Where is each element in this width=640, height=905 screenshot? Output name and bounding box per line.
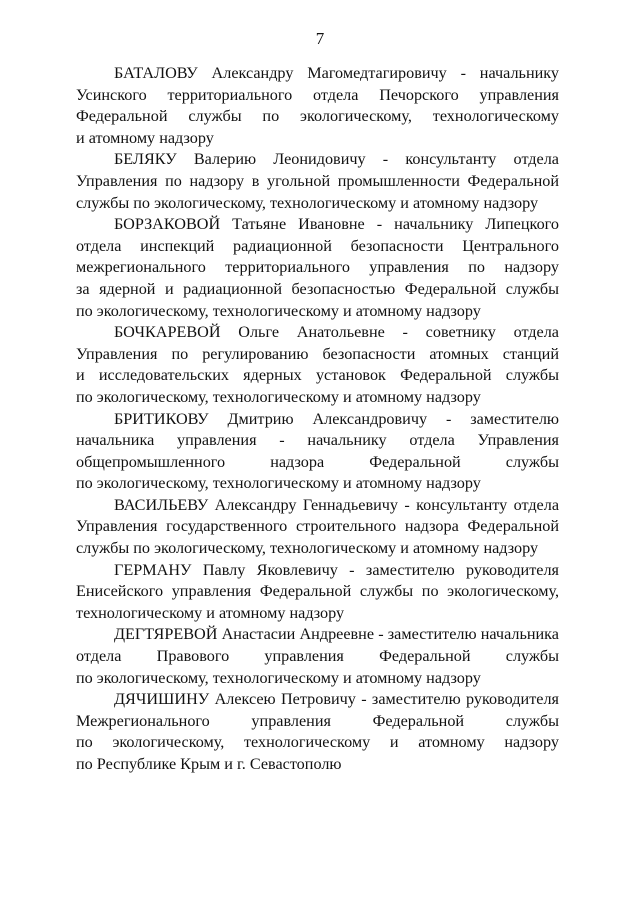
paragraph-line: службы по экологическому, технологическому и атомному надзору: [76, 539, 539, 558]
paragraph-line: ВАСИЛЬЕВУ Александру Геннадьевичу - консультанту отдела: [114, 495, 559, 514]
paragraph-line: Управления по регулированию безопасности атомных станций: [76, 344, 559, 363]
paragraph-line: БРИТИКОВУ Дмитрию Александровичу - заместителю: [114, 409, 559, 428]
paragraph-line: Усинского территориального отдела Печорского управления: [76, 85, 559, 104]
page-number: 7: [315, 29, 325, 48]
paragraph-line: БАТАЛОВУ Александру Магомедтагировичу - начальнику: [114, 64, 559, 82]
paragraph-line: отдела Правового управления Федеральной службы: [76, 647, 559, 666]
paragraph-line: отдела инспекций радиационной безопасности Центрального: [76, 236, 559, 255]
paragraph-7: [76, 560, 559, 625]
paragraph-line: Межрегионального управления Федеральной службы: [76, 711, 559, 730]
paragraph-line: БОЧКАРЕВОЙ Ольге Анатольевне - советнику отдела: [114, 323, 559, 342]
paragraph-line: по экологическому, технологическому и атомному надзору: [76, 733, 559, 752]
paragraph-3: [76, 214, 559, 322]
paragraph-line: Енисейского управления Федеральной службы по экологическому,: [76, 582, 559, 601]
paragraph-line: Управления государственного строительного надзора Федеральной: [76, 517, 559, 536]
paragraph-1: [76, 63, 559, 149]
paragraph-line: БОРЗАКОВОЙ Татьяне Ивановне - начальнику Липецкого: [114, 215, 559, 234]
paragraph-line: ДЯЧИШИНУ Алексею Петровичу - заместителю руководителя: [114, 690, 559, 709]
paragraph-line: ДЕГТЯРЕВОЙ Анастасии Андреевне - заместителю начальника: [114, 625, 559, 644]
paragraph-line: по экологическому, технологическому и атомному надзору: [76, 387, 481, 406]
paragraph-line: Федеральной службы по экологическому, технологическому: [76, 107, 559, 126]
paragraph-line: за ядерной и радиационной безопасностью Федеральной службы: [76, 279, 559, 298]
paragraph-line: технологическому и атомному надзору: [76, 603, 345, 622]
paragraph-line: и исследовательских ядерных установок Федеральной службы: [76, 366, 559, 385]
paragraph-line: по экологическому, технологическому и атомному надзору: [76, 301, 481, 320]
paragraph-line: по экологическому, технологическому и атомному надзору: [76, 668, 481, 687]
paragraph-line: межрегионального территориального управления по надзору: [76, 258, 559, 277]
paragraph-line: Управления по надзору в угольной промышленности Федеральной: [76, 171, 559, 190]
paragraph-line: ГЕРМАНУ Павлу Яковлевичу - заместителю руководителя: [114, 560, 559, 579]
paragraph-8: [76, 624, 559, 689]
paragraph-4: [76, 322, 559, 408]
paragraph-line: по экологическому, технологическому и атомному надзору: [76, 474, 481, 493]
paragraph-5: [76, 409, 559, 495]
paragraph-6: [76, 495, 559, 560]
paragraph-line: БЕЛЯКУ Валерию Леонидовичу - консультанту отдела: [114, 150, 559, 169]
paragraph-9: [76, 689, 559, 775]
document-body: [76, 63, 559, 776]
paragraph-line: и атомному надзору: [76, 128, 214, 147]
paragraph-line: службы по экологическому, технологическому и атомному надзору: [76, 193, 539, 212]
paragraph-line: общепромышленного надзора Федеральной службы: [76, 452, 559, 471]
paragraph-line: по Республике Крым и г. Севастополю: [76, 755, 342, 773]
paragraph-line: начальника управления - начальнику отдела Управления: [76, 431, 559, 450]
paragraph-2: [76, 149, 559, 214]
